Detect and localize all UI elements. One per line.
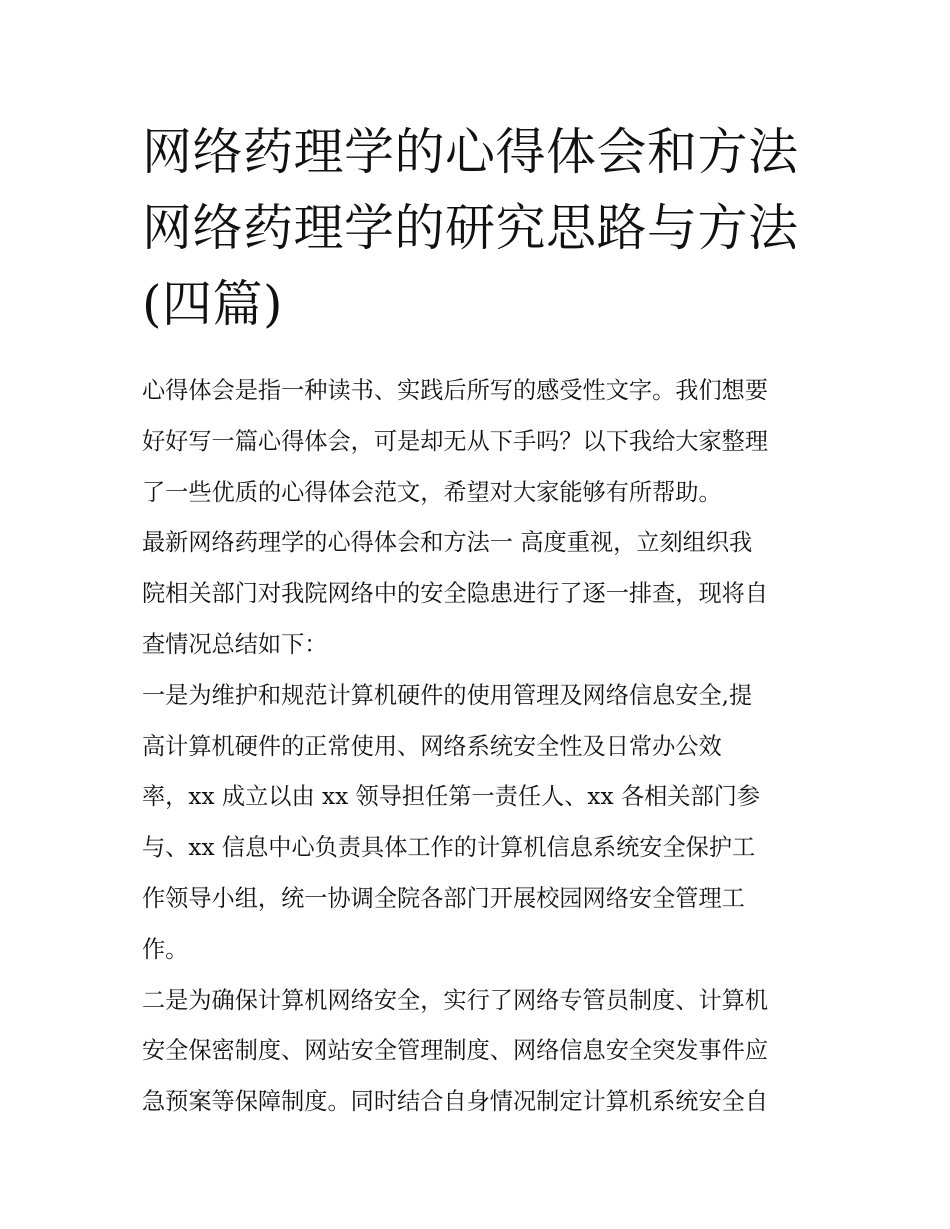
paragraph-line: 查情况总结如下： <box>142 630 328 658</box>
paragraph-point-one <box>142 671 814 976</box>
paragraph-line: 安全保密制度、网站安全管理制度、网络信息安全突发事件应 <box>142 1037 769 1065</box>
paragraph-line: 心得体会是指一种读书、实践后所写的感受性文字。我们想要 <box>142 377 769 404</box>
paragraph-point-two <box>142 976 814 1128</box>
title-line-3: (四篇) <box>142 275 284 333</box>
paragraph-line: 院相关部门对我院网络中的安全隐患进行了逐一排查，现将自 <box>142 580 769 608</box>
paragraph-line: 作领导小组，统一协调全院各部门开展校园网络安全管理工 <box>142 884 745 912</box>
paragraph-line: 率，xx 成立以由 xx 领导担任第一责任人、xx 各相关部门参 <box>142 783 761 811</box>
paragraph-line: 急预案等保障制度。同时结合自身情况制定计算机系统安全自 <box>142 1088 769 1116</box>
document-body <box>142 366 814 1128</box>
paragraph-line: 好好写一篇心得体会，可是却无从下手吗？以下我给大家整理 <box>142 427 769 455</box>
document-title <box>142 114 814 342</box>
paragraph-line: 与、xx 信息中心负责具体工作的计算机信息系统安全保护工 <box>142 834 756 862</box>
title-line-1: 网络药理学的心得体会和方法 <box>142 123 799 181</box>
document-page <box>142 114 814 1128</box>
paragraph-line: 作。 <box>142 935 189 963</box>
title-line-2: 网络药理学的研究思路与方法 <box>142 199 799 257</box>
paragraph-intro <box>142 366 814 518</box>
paragraph-line: 最新网络药理学的心得体会和方法一 高度重视，立刻组织我 <box>142 529 753 557</box>
paragraph-line: 二是为确保计算机网络安全，实行了网络专管员制度、计算机 <box>142 986 769 1014</box>
paragraph-line: 高计算机硬件的正常使用、网络系统安全性及日常办公效 <box>142 732 722 760</box>
paragraph-line: 了一些优质的心得体会范文，希望对大家能够有所帮助。 <box>142 478 722 506</box>
paragraph-overview <box>142 518 814 670</box>
paragraph-line: 一是为维护和规范计算机硬件的使用管理及网络信息安全,提 <box>142 681 753 709</box>
